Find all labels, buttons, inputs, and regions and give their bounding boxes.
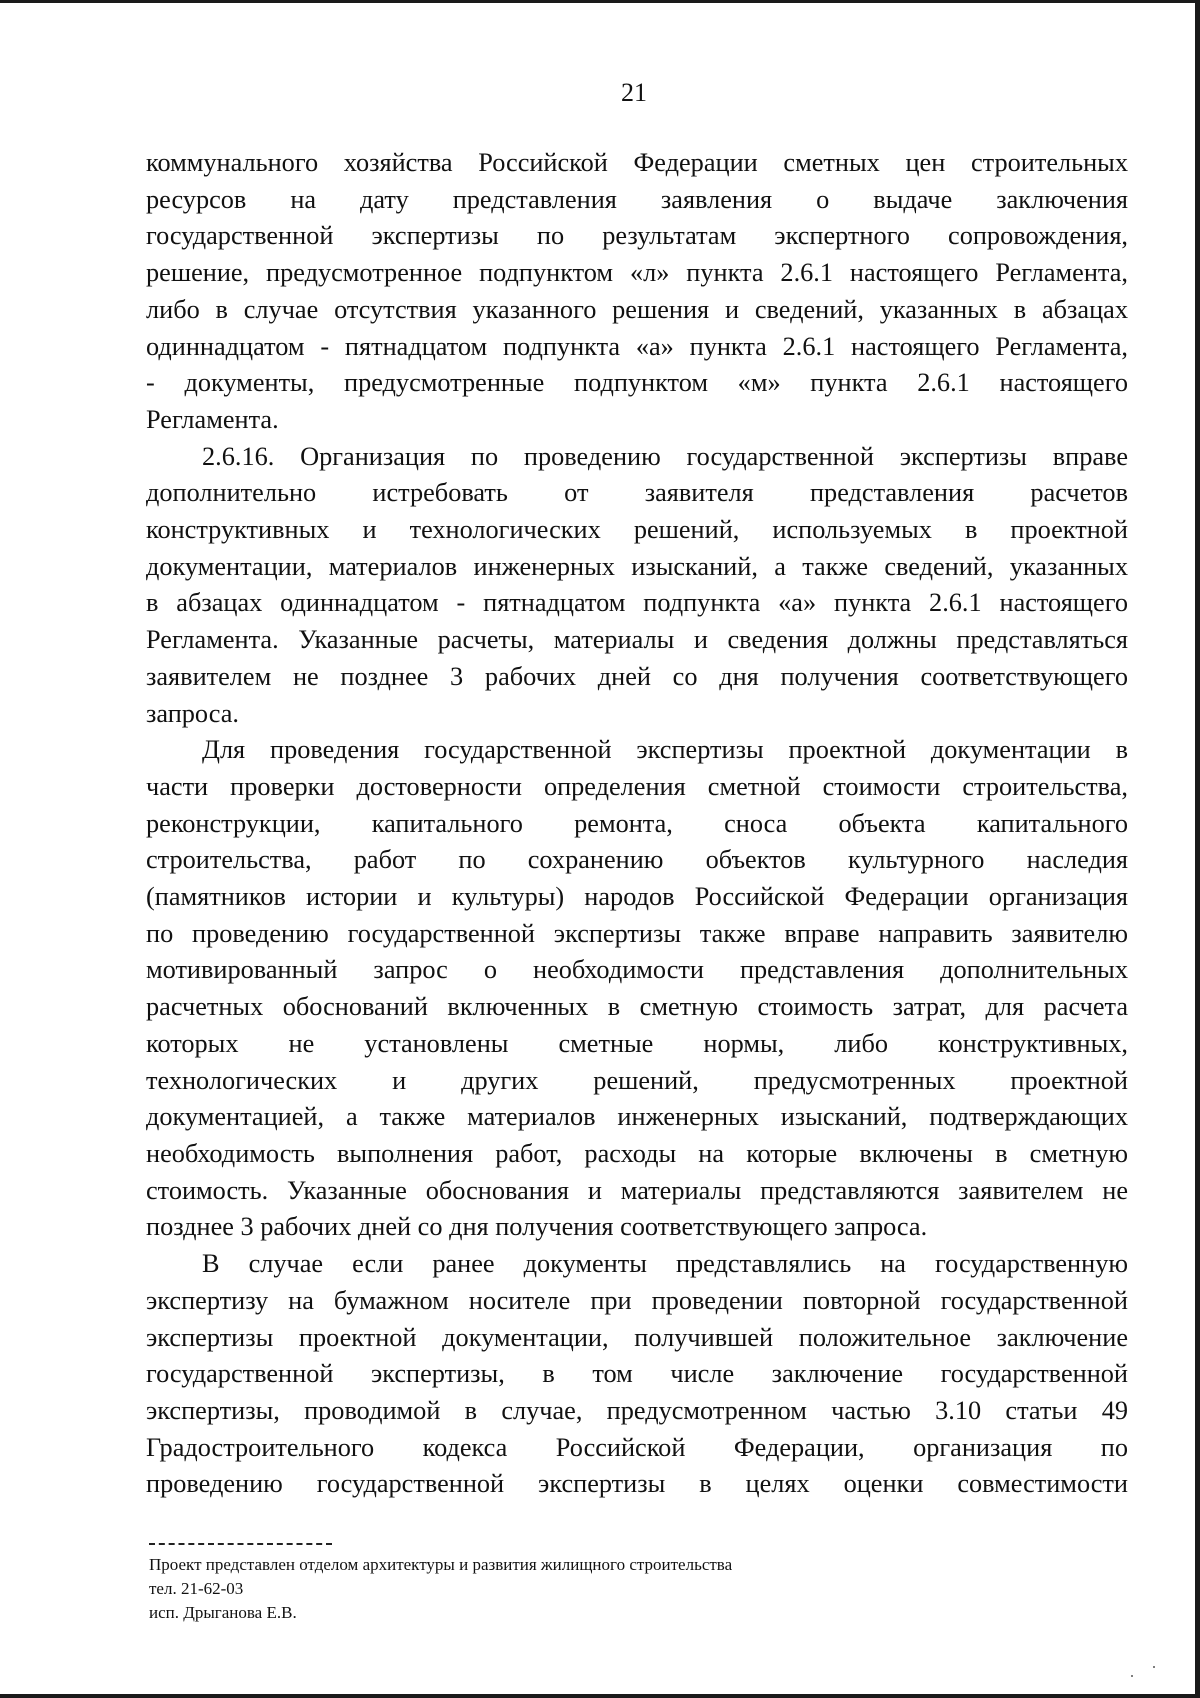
footnote-author-department: Проект представлен отделом архитектуры и развития жилищного строительства bbox=[149, 1555, 733, 1574]
scan-speck bbox=[1131, 1675, 1133, 1677]
text-line: строительства, работ по сохранению объектов культурного наследия bbox=[146, 845, 1128, 875]
text-line: 2.6.16. Организация по проведению государственной экспертизы вправе bbox=[202, 441, 1128, 471]
text-line: документацией, а также материалов инженерных изысканий, подтверждающих bbox=[146, 1102, 1128, 1132]
text-line: технологических и других решений, предусмотренных проектной bbox=[146, 1065, 1128, 1095]
text-line: в абзацах одиннадцатом - пятнадцатом подпункта «а» пункта 2.6.1 настоящего bbox=[146, 588, 1128, 618]
footnote bbox=[149, 1553, 732, 1625]
paragraph-2-6-16 bbox=[146, 439, 1128, 733]
text-line: проведению государственной экспертизы в целях оценки совместимости bbox=[146, 1469, 1128, 1499]
text-line: Регламента. Указанные расчеты, материалы и сведения должны представляться bbox=[146, 625, 1128, 655]
footnote-phone: тел. 21-62-03 bbox=[149, 1579, 244, 1598]
scan-speck bbox=[1153, 1666, 1155, 1668]
text-line: Регламента. bbox=[146, 404, 279, 434]
text-line: заявителем не позднее 3 рабочих дней со дня получения соответствующего bbox=[146, 661, 1128, 691]
scan-border-bottom bbox=[0, 1694, 1200, 1698]
scan-border-top bbox=[0, 0, 1200, 3]
text-line: по проведению государственной экспертизы также вправе направить заявителю bbox=[146, 918, 1128, 948]
text-line: экспертизу на бумажном носителе при проведении повторной государственной bbox=[146, 1285, 1128, 1315]
text-line: (памятников истории и культуры) народов Российской Федерации организация bbox=[146, 882, 1128, 912]
page-number: 21 bbox=[621, 78, 647, 107]
text-line: дополнительно истребовать от заявителя представления расчетов bbox=[146, 478, 1128, 508]
text-line: - документы, предусмотренные подпунктом «м» пункта 2.6.1 настоящего bbox=[146, 368, 1128, 398]
text-line: расчетных обоснований включенных в сметную стоимость затрат, для расчета bbox=[146, 992, 1128, 1022]
text-line: одиннадцатом - пятнадцатом подпункта «а» пункта 2.6.1 настоящего Регламента, bbox=[146, 331, 1128, 361]
text-line: запроса. bbox=[146, 698, 239, 728]
text-line: решение, предусмотренное подпунктом «л» пункта 2.6.1 настоящего Регламента, bbox=[146, 258, 1128, 288]
text-line: позднее 3 рабочих дней со дня получения соответствующего запроса. bbox=[146, 1212, 928, 1242]
text-line: необходимость выполнения работ, расходы на которые включены в сметную bbox=[146, 1138, 1128, 1168]
paragraph-1 bbox=[146, 145, 1128, 439]
text-line: Для проведения государственной экспертизы проектной документации в bbox=[202, 735, 1128, 765]
text-line: Градостроительного кодекса Российской Федерации, организация по bbox=[146, 1432, 1128, 1462]
footnote-separator bbox=[149, 1543, 332, 1545]
text-line: документации, материалов инженерных изысканий, а также сведений, указанных bbox=[146, 551, 1128, 581]
text-line: В случае если ранее документы представлялись на государственную bbox=[202, 1249, 1128, 1279]
footnote-executor: исп. Дрыганова Е.В. bbox=[149, 1603, 297, 1622]
text-line: государственной экспертизы по результатам экспертного сопровождения, bbox=[146, 221, 1128, 251]
document-body bbox=[146, 145, 1128, 1503]
text-line: экспертизы проектной документации, получившей положительное заключение bbox=[146, 1322, 1128, 1352]
paragraph-3 bbox=[146, 732, 1128, 1246]
paragraph-4 bbox=[146, 1246, 1128, 1503]
text-line: государственной экспертизы, в том числе заключение государственной bbox=[146, 1359, 1128, 1389]
text-line: коммунального хозяйства Российской Федерации сметных цен строительных bbox=[146, 148, 1128, 177]
text-line: стоимость. Указанные обоснования и материалы представляются заявителем не bbox=[146, 1175, 1128, 1205]
text-line: мотивированный запрос о необходимости представления дополнительных bbox=[146, 955, 1128, 985]
text-line: экспертизы, проводимой в случае, предусмотренном частью 3.10 статьи 49 bbox=[146, 1395, 1128, 1425]
text-line: части проверки достоверности определения сметной стоимости строительства, bbox=[146, 771, 1128, 801]
text-line: конструктивных и технологических решений, используемых в проектной bbox=[146, 515, 1128, 545]
scan-border-right bbox=[1195, 0, 1200, 1698]
text-line: либо в случае отсутствия указанного решения и сведений, указанных в абзацах bbox=[146, 294, 1128, 324]
text-line: реконструкции, капитального ремонта, сноса объекта капитального bbox=[146, 808, 1128, 838]
text-line: которых не установлены сметные нормы, либо конструктивных, bbox=[146, 1028, 1128, 1058]
text-line: ресурсов на дату представления заявления о выдаче заключения bbox=[146, 184, 1128, 214]
